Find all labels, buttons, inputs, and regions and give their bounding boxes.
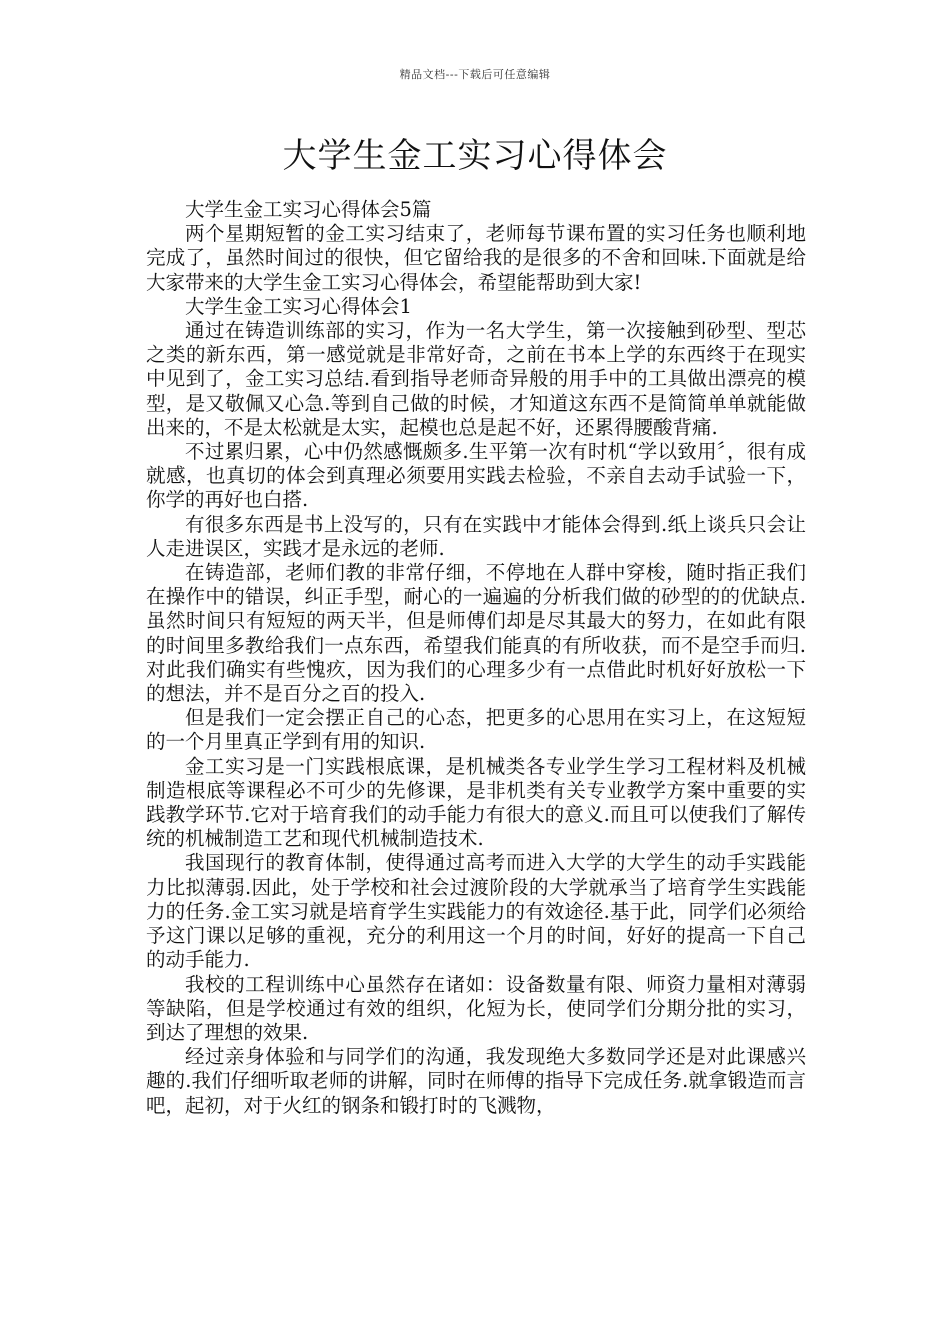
paragraph: 我校的工程训练中心虽然存在诸如：设备数量有限、师资力量相对薄弱等缺陷，但是学校通过有效的组织，化短为长，使同学们分期分批的实习，到达了理想的效果. — [146, 972, 806, 1044]
paragraph: 经过亲身体验和与同学们的沟通，我发现绝大多数同学还是对此课感兴趣的.我们仔细听取老师的讲解，同时在师傅的指导下完成任务.就拿锻造而言吧，起初，对于火红的钢条和锻打时的飞溅物， — [146, 1045, 806, 1117]
paragraph: 但是我们一定会摆正自己的心态，把更多的心思用在实习上，在这短短的一个月里真正学到有用的知识. — [146, 706, 806, 754]
paragraph: 我国现行的教育体制，使得通过高考而进入大学的大学生的动手实践能力比拟薄弱.因此，处于学校和社会过渡阶段的大学就承当了培育学生实践能力的任务.金工实习就是培育学生实践能力的有效途径.基于此，同学们必须给予这门课以足够的重视，充分的利用这一个月的时间，好好的提高一下自己的动手能力. — [146, 851, 806, 972]
paragraph-section-heading: 大学生金工实习心得体会1 — [185, 294, 412, 318]
paragraph: 在铸造部，老师们教的非常仔细，不停地在人群中穿梭，随时指正我们在操作中的错误，纠正手型，耐心的一遍遍的分析我们做的砂型的的优缺点.虽然时间只有短短的两天半，但是师傅们却是尽其最大的努力，在如此有限的时间里多教给我们一点东西，希望我们能真的有所收获，而不是空手而归.对此我们确实有些愧疚，因为我们的心理多少有一点借此时机好好放松一下的想法，并不是百分之百的投入. — [146, 561, 806, 706]
paragraph-intro: 两个星期短暂的金工实习结束了，老师每节课布置的实习任务也顺利地完成了，虽然时间过的很快，但它留给我的是很多的不舍和回味.下面就是给大家带来的大学生金工实习心得体会，希望能帮助到大家! — [146, 222, 806, 294]
paragraph: 有很多东西是书上没写的，只有在实践中才能体会得到.纸上谈兵只会让人走进误区，实践才是永远的老师. — [146, 512, 806, 560]
page-header: 精品文档---下载后可任意编辑 — [399, 68, 551, 81]
document-title: 大学生金工实习心得体会 — [282, 136, 668, 176]
paragraph-subtitle: 大学生金工实习心得体会5篇 — [185, 198, 432, 221]
paragraph: 金工实习是一门实践根底课，是机械类各专业学生学习工程材料及机械制造根底等课程必不可少的先修课，是非机类有关专业教学方案中重要的实践教学环节.它对于培育我们的动手能力有很大的意义.而且可以使我们了解传统的机械制造工艺和现代机械制造技术. — [146, 754, 806, 851]
paragraph: 通过在铸造训练部的实习，作为一名大学生，第一次接触到砂型、型芯之类的新东西，第一感觉就是非常好奇，之前在书本上学的东西终于在现实中见到了，金工实习总结.看到指导老师奇异般的用手中的工具做出漂亮的模型，是又敬佩又心急.等到自己做的时候，才知道这东西不是简简单单就能做出来的，不是太松就是太实，起模也总是起不好，还累得腰酸背痛. — [146, 319, 806, 439]
document-body — [146, 198, 806, 1118]
paragraph: 不过累归累，心中仍然感慨颇多.生平第一次有时机“学以致用〞，很有成就感，也真切的体会到真理必须要用实践去检验，不亲自去动手试验一下，你学的再好也白搭. — [146, 440, 806, 512]
